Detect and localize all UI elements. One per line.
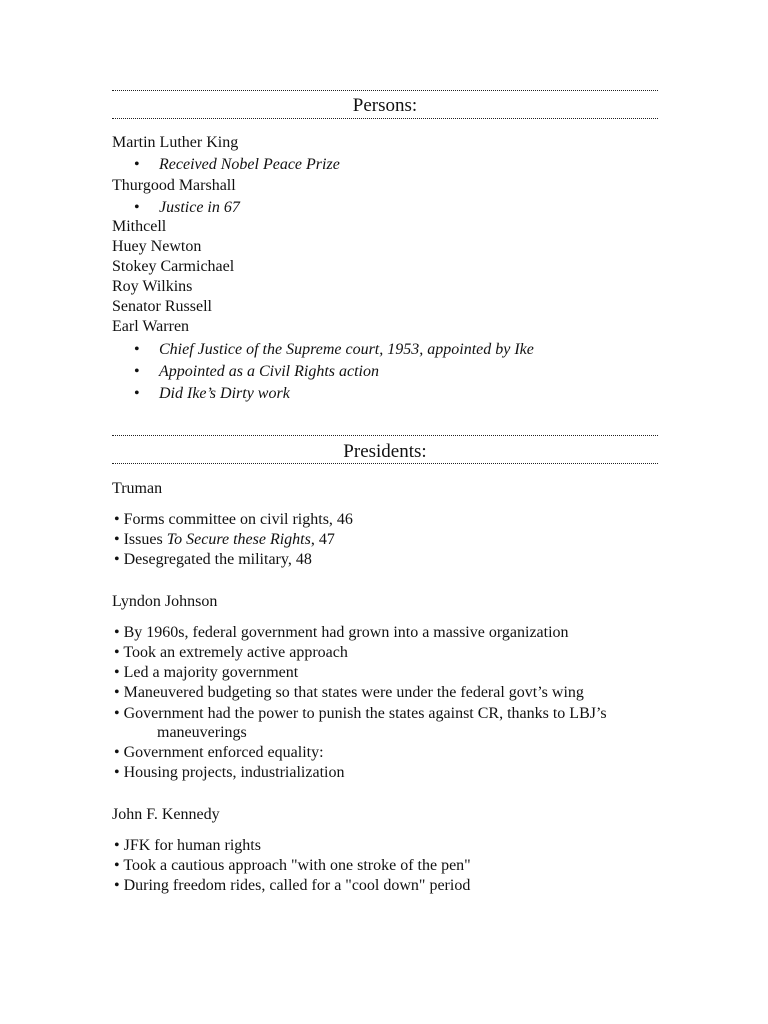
point-prefix: • Issues — [114, 531, 167, 548]
person-note: Did Ike’s Dirty work — [159, 385, 290, 402]
person-name: Senator Russell — [112, 298, 212, 315]
president-point: • Government had the power to punish the states against CR, thanks to LBJ’s — [114, 705, 607, 722]
bullet: • — [134, 363, 140, 380]
persons-heading: Persons: — [352, 95, 418, 116]
dotted-rule — [112, 118, 658, 119]
dotted-rule — [112, 90, 658, 91]
bullet: • — [134, 341, 140, 358]
dotted-rule — [112, 435, 658, 436]
president-point: • Forms committee on civil rights, 46 — [114, 511, 353, 528]
president-name: John F. Kennedy — [112, 806, 220, 823]
president-point: • Led a majority government — [114, 664, 299, 681]
bullet: • — [134, 156, 140, 173]
presidents-heading: Presidents: — [343, 441, 427, 462]
president-point: • Took an extremely active approach — [114, 644, 348, 661]
point-continuation: maneuverings — [157, 724, 247, 741]
point-suffix: , 47 — [310, 531, 335, 548]
president-point: • Maneuvered budgeting so that states were under the federal govt’s wing — [114, 684, 584, 701]
president-point — [114, 530, 335, 550]
person-name: Roy Wilkins — [112, 278, 193, 295]
president-point: • Desegregated the military, 48 — [114, 551, 312, 568]
president-point: • By 1960s, federal government had grown into a massive organization — [114, 624, 569, 641]
person-name: Huey Newton — [112, 238, 202, 255]
person-name: Thurgood Marshall — [112, 177, 236, 194]
person-note: Received Nobel Peace Prize — [159, 156, 340, 173]
president-point: • Housing projects, industrialization — [114, 764, 345, 781]
president-point: • Took a cautious approach "with one stroke of the pen" — [114, 857, 471, 874]
president-point: • During freedom rides, called for a "cool down" period — [114, 877, 471, 894]
person-name: Earl Warren — [112, 318, 190, 335]
president-name: Truman — [112, 480, 163, 497]
bullet: • — [134, 385, 140, 402]
president-name: Lyndon Johnson — [112, 593, 218, 610]
person-note: Justice in 67 — [159, 199, 240, 216]
person-name: Mithcell — [112, 218, 167, 235]
president-point: • JFK for human rights — [114, 837, 261, 854]
person-note: Appointed as a Civil Rights action — [159, 363, 379, 380]
person-name: Martin Luther King — [112, 134, 239, 151]
person-name: Stokey Carmichael — [112, 258, 235, 275]
person-note: Chief Justice of the Supreme court, 1953, appointed by Ike — [159, 341, 534, 358]
president-point: • Government enforced equality: — [114, 744, 324, 761]
dotted-rule — [112, 463, 658, 464]
document-title: To Secure these Rights — [166, 531, 311, 548]
bullet: • — [134, 199, 140, 216]
